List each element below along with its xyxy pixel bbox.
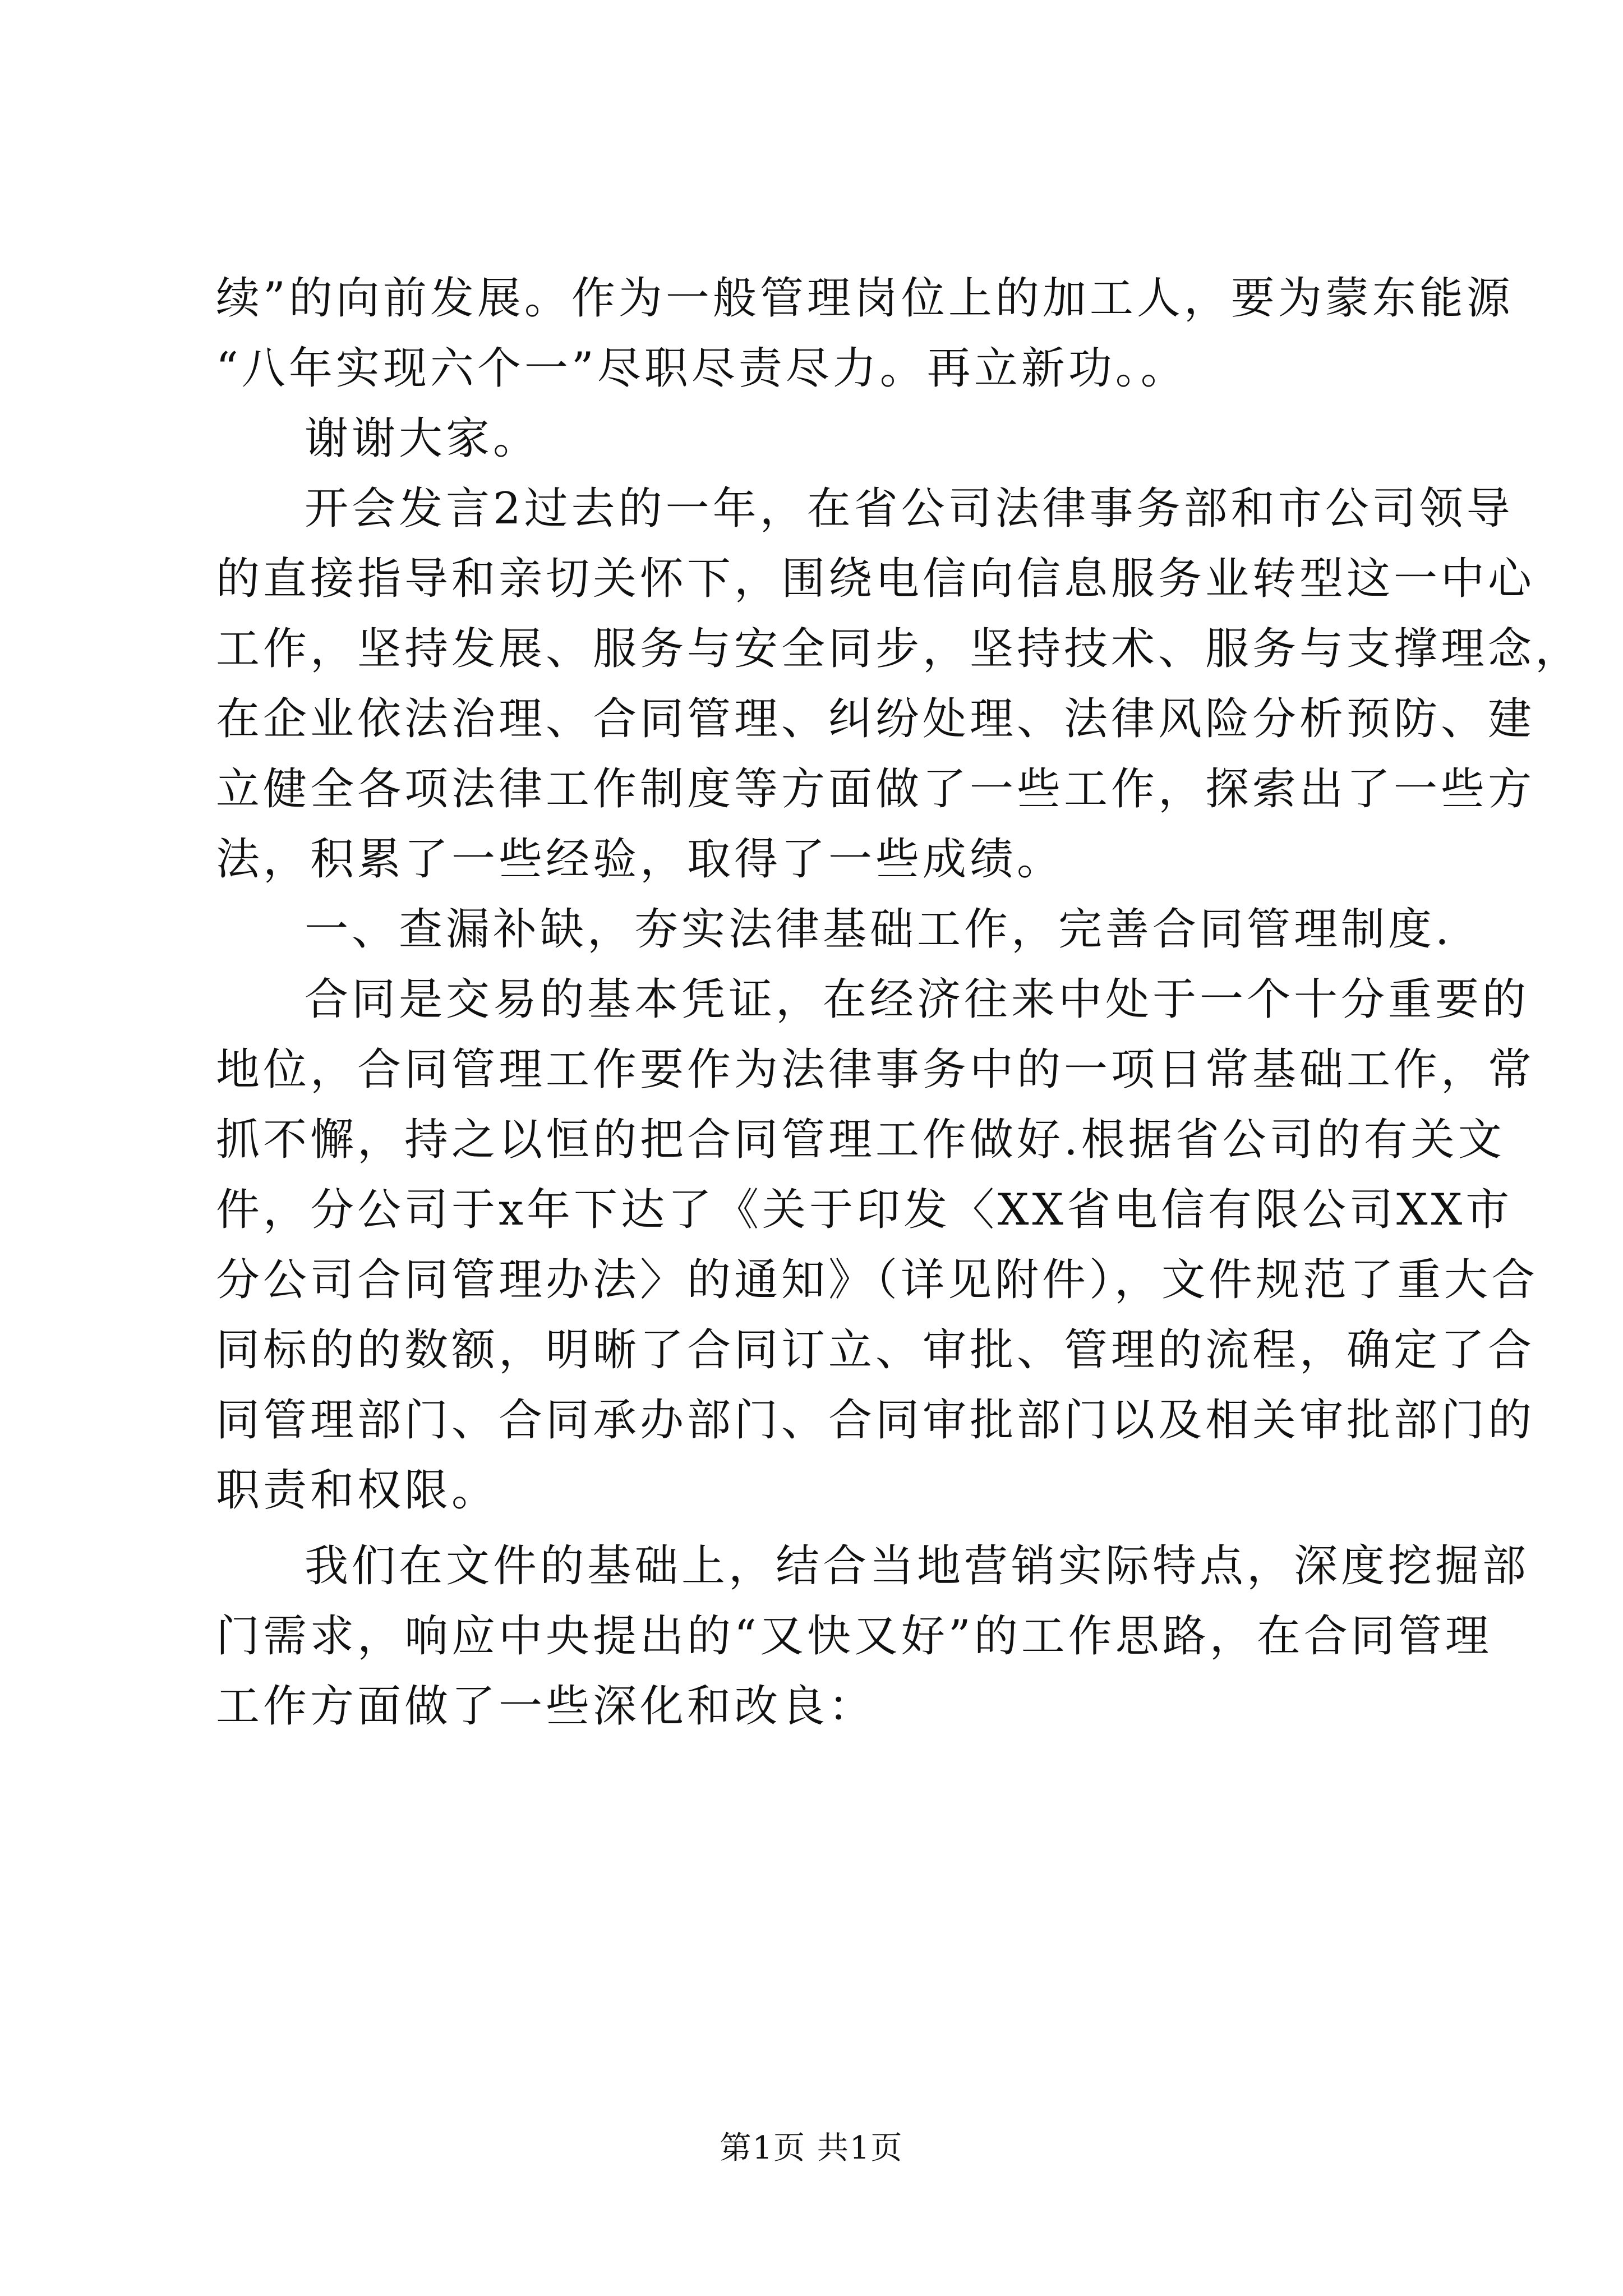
text-line: 抓不懈，持之以恒的把合同管理工作做好.根据省公司的有关文 — [216, 1115, 1505, 1165]
text-line: 同管理部门、合同承办部门、合同审批部门以及相关审批部门的 — [216, 1395, 1536, 1446]
text-line: 续”的向前发展。作为一般管理岗位上的加工人，要为蒙东能源 — [216, 273, 1514, 324]
text-line: 的直接指导和亲切关怀下，围绕电信向信息服务业转型这一中心 — [216, 554, 1536, 604]
text-line: 工作，坚持发展、服务与安全同步，坚持技术、服务与支撑理念， — [216, 624, 1583, 674]
text-line: 地位，合同管理工作要作为法律事务中的一项日常基础工作，常 — [216, 1045, 1536, 1095]
text-line: “八年实现六个一”尽职尽责尽力。再立新功。。 — [216, 343, 1188, 394]
text-line: 工作方面做了一些深化和改良： — [216, 1681, 876, 1732]
text-line: 立健全各项法律工作制度等方面做了一些工作，探索出了一些方 — [216, 764, 1536, 815]
section-heading: 一、查漏补缺，夯实法律基础工作，完善合同管理制度. — [305, 904, 1453, 955]
text-line: 件，分公司于x年下达了《关于印发〈XX省电信有限公司XX市 — [216, 1185, 1513, 1235]
text-line: 门需求，响应中央提出的“又快又好”的工作思路，在合同管理 — [216, 1611, 1492, 1662]
text-line: 合同是交易的基本凭证，在经济往来中处于一个十分重要的 — [305, 974, 1530, 1025]
page-number-footer: 第1页 共1页 — [720, 2130, 903, 2166]
text-line: 分公司合同管理办法〉的通知》（详见附件），文件规范了重大合 — [216, 1255, 1539, 1305]
text-line: 职责和权限。 — [216, 1465, 499, 1516]
text-line: 法，积累了一些经验，取得了一些成绩。 — [216, 834, 1064, 885]
text-line: 我们在文件的基础上，结合当地营销实际特点，深度挖掘部 — [305, 1541, 1530, 1591]
text-line: 在企业依法治理、合同管理、纠纷处理、法律风险分析预防、建 — [216, 694, 1536, 744]
document-body — [216, 273, 1583, 1755]
text-line: 开会发言2过去的一年，在省公司法律事务部和市公司领导 — [305, 484, 1514, 534]
text-line: 同标的的数额，明晰了合同订立、审批、管理的流程，确定了合 — [216, 1325, 1536, 1375]
text-line: 谢谢大家。 — [305, 413, 541, 464]
